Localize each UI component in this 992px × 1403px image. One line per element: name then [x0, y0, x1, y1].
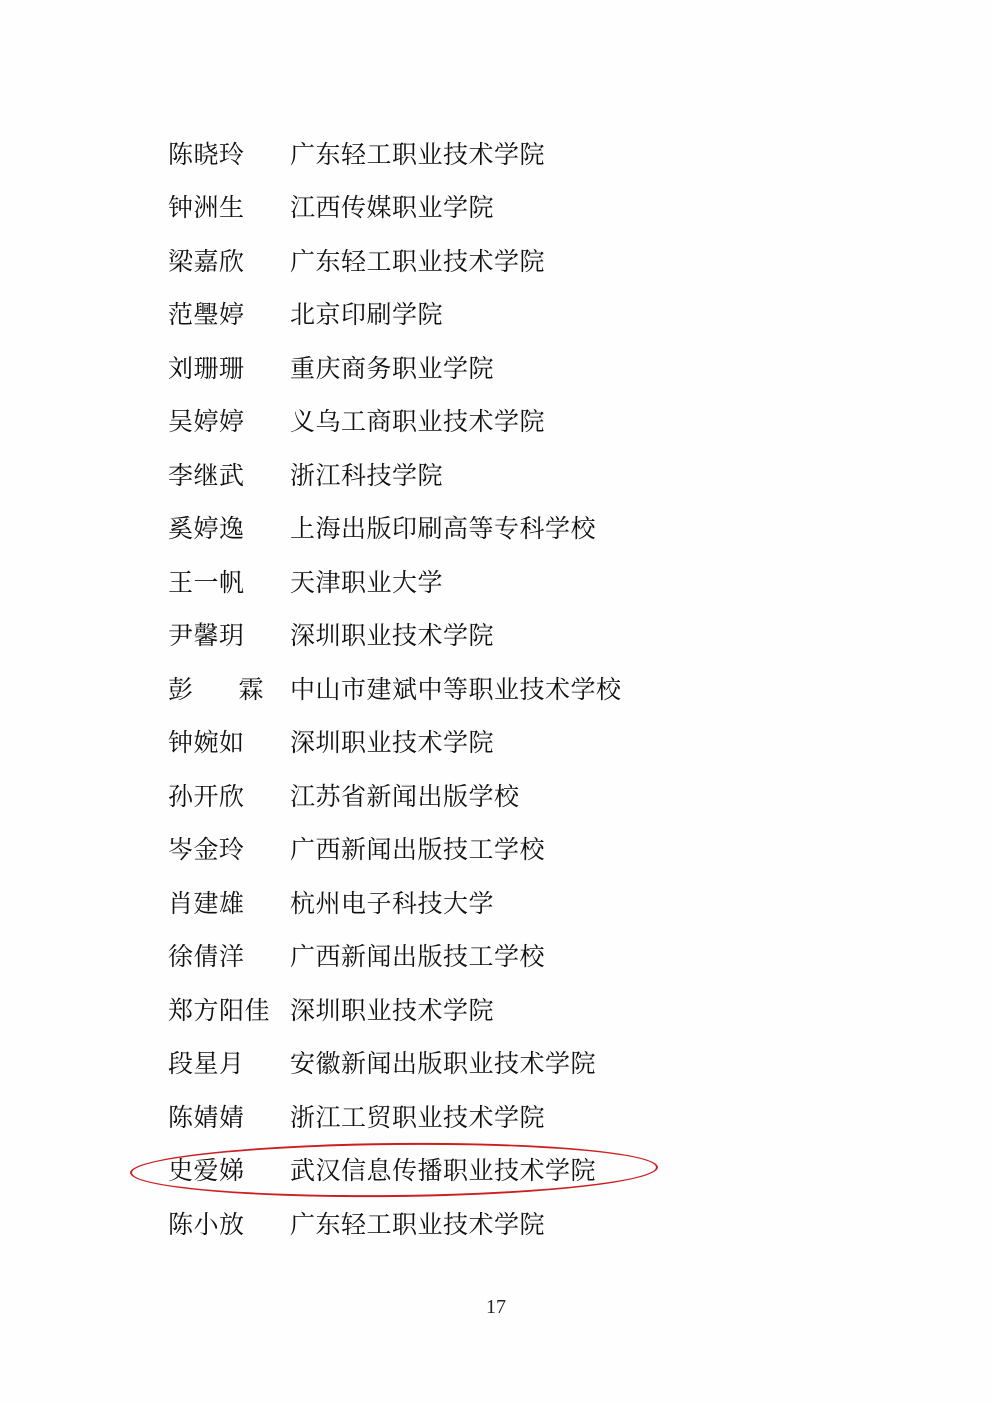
school-name: 义乌工商职业技术学院: [290, 409, 546, 437]
person-name-char: 彭: [168, 676, 194, 704]
table-row: [168, 768, 868, 822]
table-row: [168, 501, 868, 555]
person-name-char: 霖: [238, 676, 264, 704]
table-row: [168, 1089, 868, 1143]
person-name: 徐倩洋: [168, 944, 245, 972]
table-row: [168, 287, 868, 341]
school-name: 杭州电子科技大学: [290, 890, 495, 918]
roster-list: [168, 126, 868, 1250]
table-row: [168, 1143, 868, 1197]
school-name: 深圳职业技术学院: [290, 997, 495, 1025]
school-name: 中山市建斌中等职业技术学校: [290, 676, 622, 704]
school-name: 天津职业大学: [290, 569, 444, 597]
person-name: 陈婧婧: [168, 1104, 245, 1132]
person-name: 孙开欣: [168, 783, 245, 811]
person-name: 肖建雄: [168, 890, 245, 918]
person-name: 郑方阳佳: [168, 997, 271, 1025]
person-name: 刘珊珊: [168, 355, 245, 383]
person-name: 陈晓玲: [168, 141, 245, 169]
person-name: 李继武: [168, 462, 245, 490]
person-name: 奚婷逸: [168, 516, 245, 544]
person-name: 钟婉如: [168, 730, 245, 758]
school-name: 深圳职业技术学院: [290, 623, 495, 651]
table-row: [168, 447, 868, 501]
person-name: 史爱娣: [168, 1158, 245, 1186]
table-row: [168, 340, 868, 394]
school-name: 重庆商务职业学院: [290, 355, 495, 383]
person-name: 陈小放: [168, 1211, 245, 1239]
school-name: 上海出版印刷高等专科学校: [290, 516, 597, 544]
table-row: [168, 180, 868, 234]
table-row: [168, 233, 868, 287]
table-row: [168, 1196, 868, 1250]
person-name: 梁嘉欣: [168, 248, 245, 276]
person-name: 岑金玲: [168, 837, 245, 865]
table-row: [168, 608, 868, 662]
school-name: 北京印刷学院: [290, 302, 444, 330]
table-row: [168, 715, 868, 769]
school-name: 广东轻工职业技术学院: [290, 141, 546, 169]
school-name: 武汉信息传播职业技术学院: [290, 1158, 597, 1186]
school-name: 广东轻工职业技术学院: [290, 1211, 546, 1239]
school-name: 江西传媒职业学院: [290, 195, 495, 223]
table-row: [168, 394, 868, 448]
person-name: 王一帆: [168, 569, 245, 597]
person-name: 吴婷婷: [168, 409, 245, 437]
person-name: 钟洲生: [168, 195, 245, 223]
school-name: 浙江工贸职业技术学院: [290, 1104, 546, 1132]
table-row: [168, 875, 868, 929]
person-name: 段星月: [168, 1051, 245, 1079]
school-name: 浙江科技学院: [290, 462, 444, 490]
school-name: 安徽新闻出版职业技术学院: [290, 1051, 597, 1079]
school-name: 广东轻工职业技术学院: [290, 248, 546, 276]
table-row: [168, 554, 868, 608]
person-name: 尹馨玥: [168, 623, 245, 651]
table-row: [168, 126, 868, 180]
table-row: [168, 661, 868, 715]
person-name: 范璺婷: [168, 302, 245, 330]
school-name: 深圳职业技术学院: [290, 730, 495, 758]
table-row: [168, 1036, 868, 1090]
school-name: 广西新闻出版技工学校: [290, 837, 546, 865]
person-name: [168, 670, 290, 706]
page-number: 17: [486, 1296, 506, 1318]
table-row: [168, 822, 868, 876]
table-row: [168, 982, 868, 1036]
school-name: 江苏省新闻出版学校: [290, 783, 520, 811]
school-name: 广西新闻出版技工学校: [290, 944, 546, 972]
table-row: [168, 929, 868, 983]
